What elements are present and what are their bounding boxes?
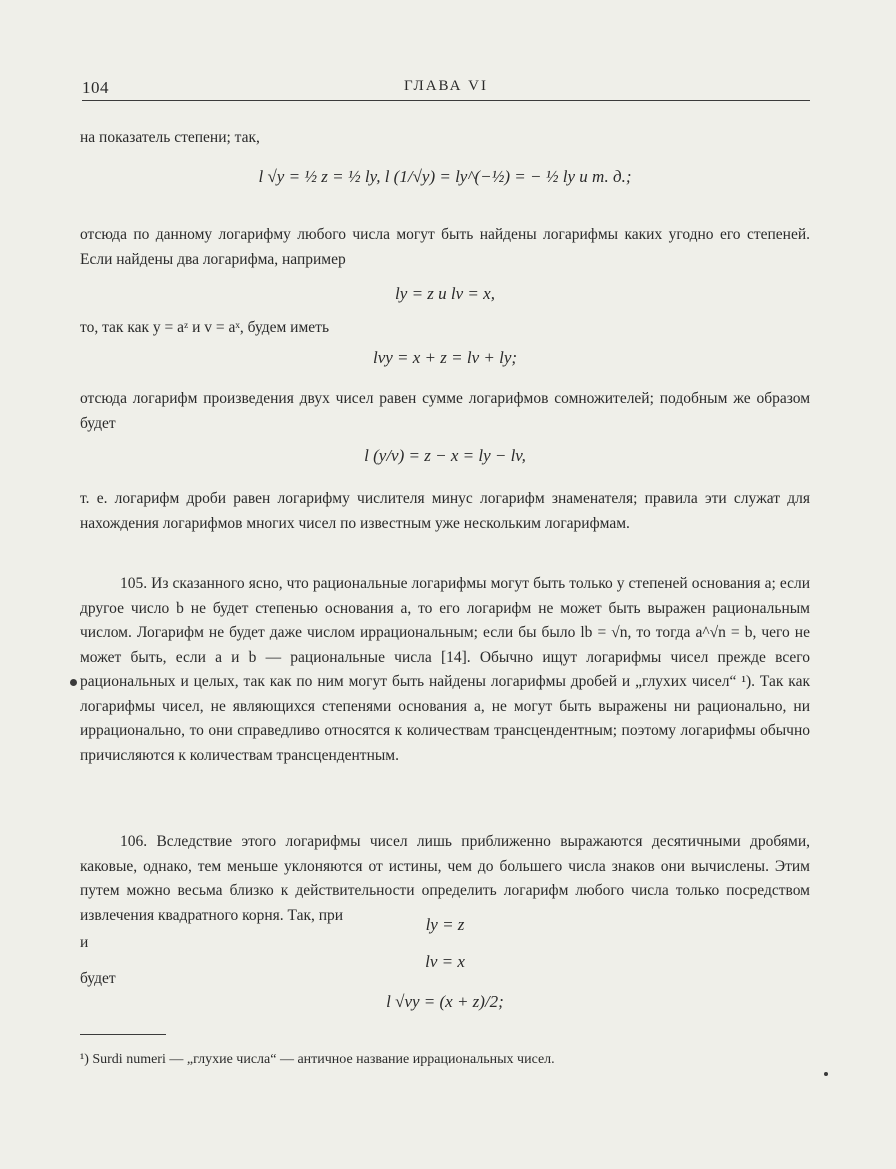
running-header: [82, 76, 810, 102]
word-and: и: [80, 934, 89, 951]
paragraph-product-rule: отсюда логарифм произведения двух чисел равен сумме логарифмов сомножителей; подобным же образом будет: [80, 390, 810, 432]
ink-speck: [70, 679, 77, 686]
word-will-be: будет: [80, 970, 116, 987]
formula-roots: l √y = ½ z = ½ ly, l (1/√y) = ly^(−½) = − ½ ly и т. д.;: [258, 167, 632, 186]
footnote: ¹) Surdi numeri — „глухие числа“ — античное название иррациональных чисел.: [80, 1052, 555, 1067]
paragraph-106: 106. Вследствие этого логарифмы чисел лишь приближенно выражаются десятичными дробями, каковые, однако, тем меньше уклоняются от истины, чем до большего числа знаков они вычислены. Этим путем можно весьма близко к действительности определить логарифм любого числа только посредством извлечения квадратного корня. Так, при: [80, 833, 810, 924]
formula-ly-lv: ly = z и lv = x,: [395, 284, 495, 303]
ink-speck: [824, 1072, 828, 1076]
footnote-rule: [80, 1034, 166, 1035]
formula-ly-z: ly = z: [425, 915, 465, 934]
header-rule: [82, 100, 810, 101]
paragraph-quotient-rule: т. е. логарифм дроби равен логарифму числителя минус логарифм знаменателя; правила эти служат для нахождения логарифмов многих чисел по известным уже нескольким логарифмам.: [80, 490, 810, 532]
paragraph-so-as: то, так как y = aᶻ и v = aˣ, будем иметь: [80, 319, 330, 336]
paragraph-105: 105. Из сказанного ясно, что рациональные логарифмы могут быть только у степеней основания a; если другое число b не будет степенью основания a, то его логарифм не может быть выражен рациональным числом. Логарифм не будет даже числом иррациональным; если бы было lb = √n, то тогда a^√n = b, чего не может быть, если a и b — рациональные числа [14]. Обычно ищут логарифмы чисел прежде всего рациональных и целых, так как по ним могут быть найдены логарифмы дробей и „глухих чисел“ ¹). Так как логарифмы чисел, не являющихся степенями основания a, не могут быть выражены ни рационально, ни иррационально, то они справедливо относятся к количествам трансцендентным; поэтому логарифмы обычно причисляются к количествам трансцендентным.: [80, 575, 810, 764]
paragraph-intro: на показатель степени; так,: [80, 129, 260, 146]
paragraph-powers: отсюда по данному логарифму любого числа могут быть найдены логарифмы каких угодно его степеней. Если найдены два логарифма, например: [80, 226, 810, 268]
formula-lv-x: lv = x: [425, 952, 465, 971]
formula-sqrt-vy: l √vy = (x + z)/2;: [386, 992, 504, 1011]
formula-product: lvy = x + z = lv + ly;: [372, 348, 518, 367]
page-number: 104: [82, 78, 109, 97]
chapter-title: ГЛАВА VI: [403, 78, 489, 94]
formula-quotient: l (y/v) = z − x = ly − lv,: [364, 446, 526, 465]
